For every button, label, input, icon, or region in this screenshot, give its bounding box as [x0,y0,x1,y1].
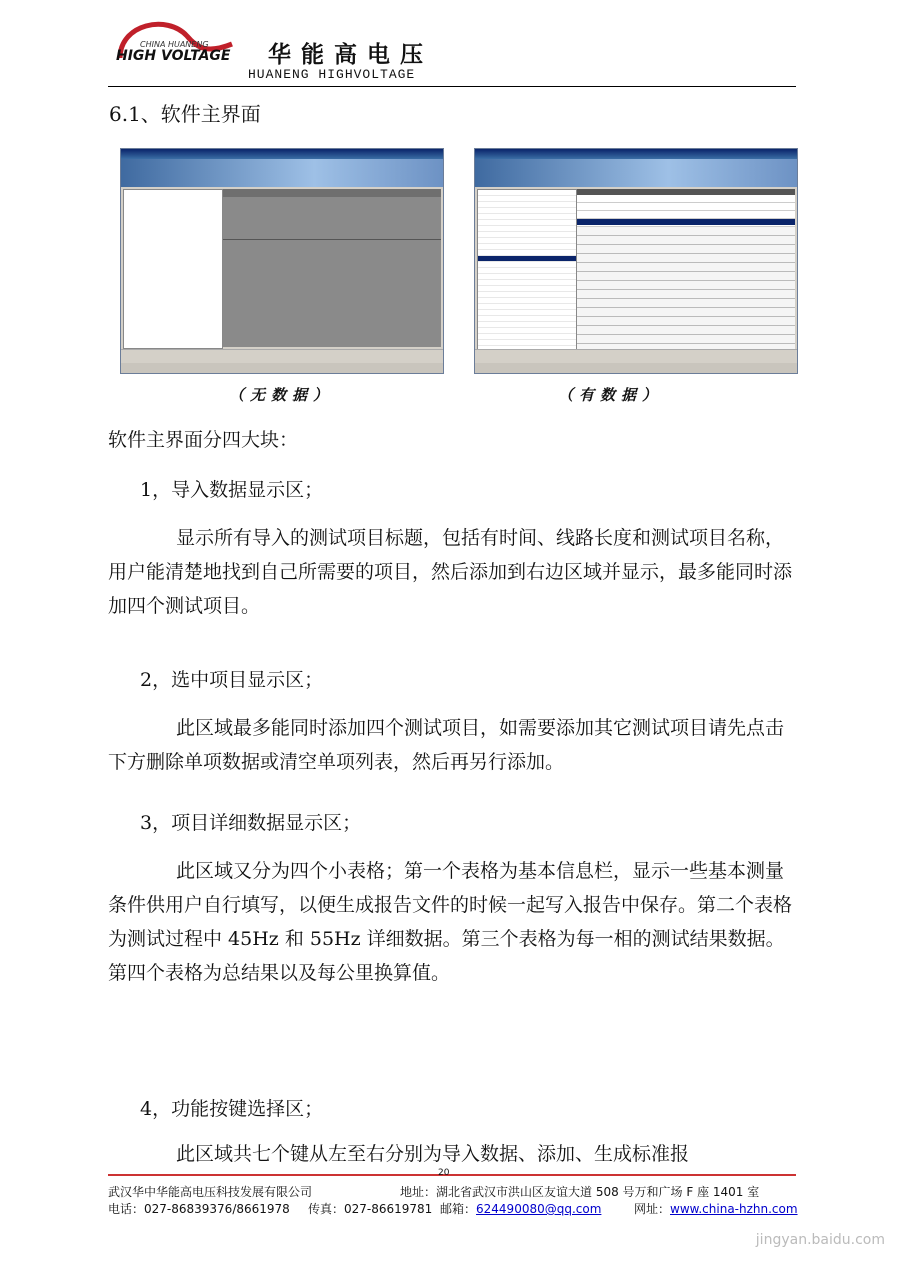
section-title: 6.1、软件主界面 [109,102,261,126]
logo-small-text: CHINA HUANENG [140,40,209,49]
item4-title: 4，功能按键选择区； [140,1098,324,1120]
item2-text: 此区域最多能同时添加四个测试项目，如需要添加其它测试项目请先点击下方删除单项数据或清空单项列表，然后再另行添加。 [108,717,785,773]
footer-email [440,1200,601,1217]
page-number: 20 [438,1168,450,1178]
item3-title: 3，项目详细数据显示区； [140,812,362,834]
screenshot-no-data [120,148,444,374]
footer-divider [108,1174,796,1176]
screenshot-with-data [474,148,798,374]
footer-web [634,1200,798,1217]
item1-title: 1，导入数据显示区； [140,479,324,501]
footer-fax: 传真：027-86619781 [308,1202,433,1216]
footer-company: 武汉华中华能高电压科技发展有限公司 [108,1185,313,1199]
item1-text: 显示所有导入的测试项目标题，包括有时间、线路长度和测试项目名称，用户能清楚地找到自己所需要的项目，然后添加到右边区域并显示，最多能同时添加四个测试项目。 [108,527,793,617]
header-divider [108,86,796,87]
logo-main-text: HIGH VOLTAGE [116,48,231,64]
brand-name-en: HUANENG HIGHVOLTAGE [248,67,416,82]
item4-text: 此区域共七个键从左至右分别为导入数据、添加、生成标准报 [176,1143,690,1165]
footer-phone: 电话：027-86839376/8661978 [108,1202,290,1216]
watermark: jingyan.baidu.com [755,1232,885,1248]
item3-text: 此区域又分为四个小表格；第一个表格为基本信息栏，显示一些基本测量条件供用户自行填写，以便生成报告文件的时候一起写入报告中保存。第二个表格为测试过程中 45Hz 和 55Hz 详细数据。第三个表格为每一相的测试结果数据。第四个表格为总结果以及每公里换算值。 [108,860,793,984]
caption-no-data: （无数据） [229,386,335,404]
brand-name-cn: 华能高电压 [268,42,433,68]
website-link[interactable]: www.china-hzhn.com [670,1202,798,1216]
footer-email-label: 邮箱： [440,1202,477,1216]
caption-with-data: （有数据） [558,386,664,404]
footer-address: 地址：湖北省武汉市洪山区友谊大道 508 号万和广场 F 座 1401 室 [400,1185,760,1199]
email-link[interactable]: 624490080@qq.com [476,1202,602,1216]
intro-text: 软件主界面分四大块： [108,429,299,451]
footer-web-label: 网址： [634,1202,671,1216]
item2-title: 2，选中项目显示区； [140,669,324,691]
company-logo [112,14,242,74]
